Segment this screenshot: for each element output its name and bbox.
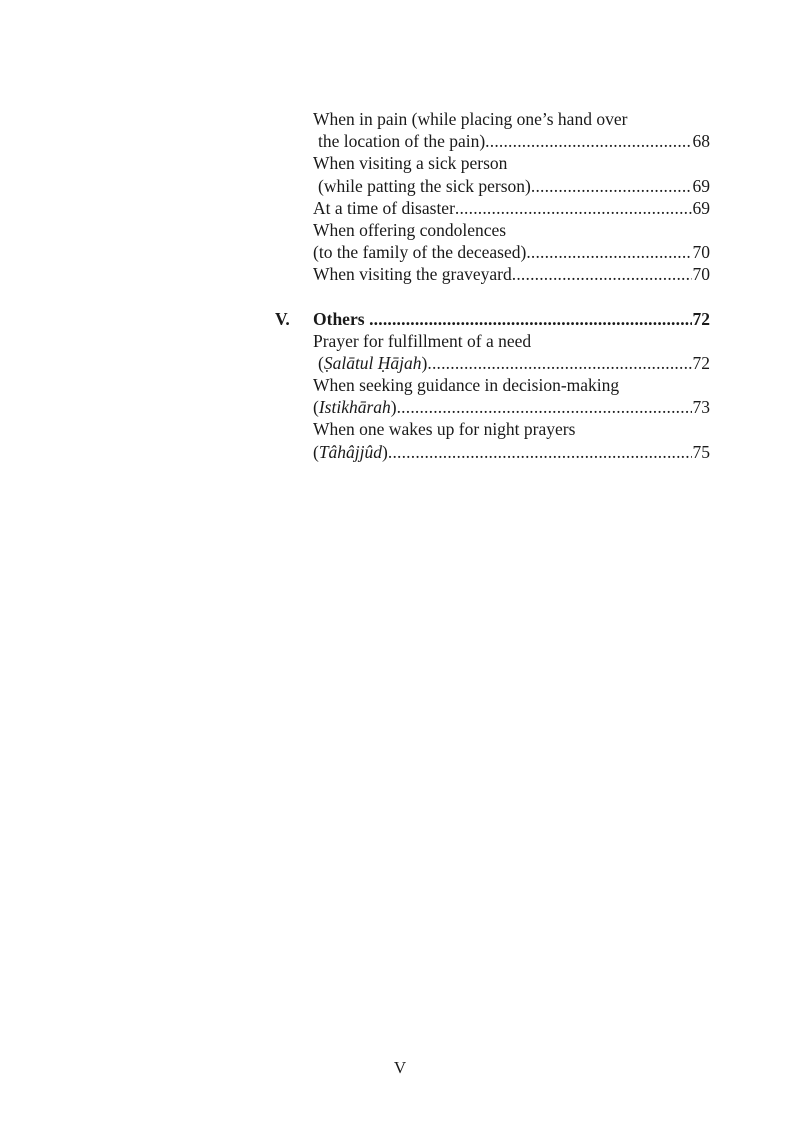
dot-leader — [388, 441, 692, 463]
transliteration: Ṣalātul Ḥājah — [323, 352, 422, 373]
toc-entry-night[interactable] — [270, 441, 710, 463]
toc-entry-need-line1: Prayer for fulfillment of a need — [313, 330, 532, 351]
dot-leader — [512, 263, 692, 285]
toc-group-supplications — [270, 108, 710, 286]
dot-leader — [485, 130, 691, 152]
toc-entry-pain-line1: When in pain (while placing one’s hand over — [313, 109, 628, 129]
toc-page-number: 72 — [692, 352, 710, 373]
close-paren: ) — [390, 397, 397, 418]
toc-section-others[interactable] — [270, 308, 710, 330]
toc-page-number: 70 — [692, 264, 710, 285]
page-number-footer: V — [393, 1058, 407, 1077]
dot-leader — [365, 308, 692, 330]
dot-leader — [397, 396, 692, 418]
toc-entry-sick-line1: When visiting a sick person — [313, 153, 508, 174]
toc-entry-sick[interactable] — [270, 175, 710, 197]
toc-entry-guidance[interactable] — [270, 396, 710, 418]
transliteration: Istikhārah — [318, 397, 391, 418]
toc-page-number: 69 — [692, 175, 710, 196]
toc-entry-graveyard-label: When visiting the graveyard — [313, 264, 512, 285]
toc-entry-need-line2 — [313, 352, 427, 374]
dot-leader — [531, 175, 692, 197]
table-of-contents — [270, 108, 710, 463]
transliteration: Tâhâjjûd — [318, 441, 383, 462]
open-paren: ( — [313, 441, 319, 462]
toc-page-number: 73 — [692, 397, 710, 418]
toc-entry-sick-line2: (while patting the sick person) — [318, 175, 531, 196]
toc-entry-pain[interactable] — [270, 130, 710, 152]
dot-leader — [526, 241, 691, 263]
toc-page-number: 75 — [692, 441, 710, 462]
toc-entry-disaster-label: At a time of disaster — [313, 197, 455, 218]
toc-entry-graveyard[interactable] — [270, 263, 710, 285]
toc-section-title: Others — [313, 308, 365, 329]
toc-page-number: 72 — [692, 308, 710, 329]
toc-page-number: 68 — [692, 131, 710, 152]
toc-entry-disaster[interactable] — [270, 197, 710, 219]
toc-entry-condolences-line2: (to the family of the deceased) — [313, 242, 527, 263]
toc-entry-pain-line2: the location of the pain) — [318, 131, 486, 152]
toc-page-number: 69 — [692, 197, 710, 218]
toc-entry-condolences[interactable] — [270, 241, 710, 263]
open-paren: ( — [318, 352, 324, 373]
open-paren: ( — [313, 397, 319, 418]
toc-entry-guidance-line1: When seeking guidance in decision-making — [313, 375, 620, 396]
toc-entry-night-line1: When one wakes up for night prayers — [313, 419, 576, 440]
toc-page-number: 70 — [692, 242, 710, 263]
dot-leader — [427, 352, 691, 374]
toc-entry-night-line2 — [313, 441, 388, 463]
toc-entry-condolences-line1: When offering condolences — [313, 219, 507, 240]
toc-entry-need[interactable] — [270, 352, 710, 374]
toc-section-number: V. — [275, 308, 290, 329]
close-paren: ) — [421, 352, 428, 373]
dot-leader — [455, 197, 692, 219]
toc-entry-guidance-line2 — [313, 396, 397, 418]
toc-group-others — [270, 330, 710, 463]
close-paren: ) — [382, 441, 388, 462]
